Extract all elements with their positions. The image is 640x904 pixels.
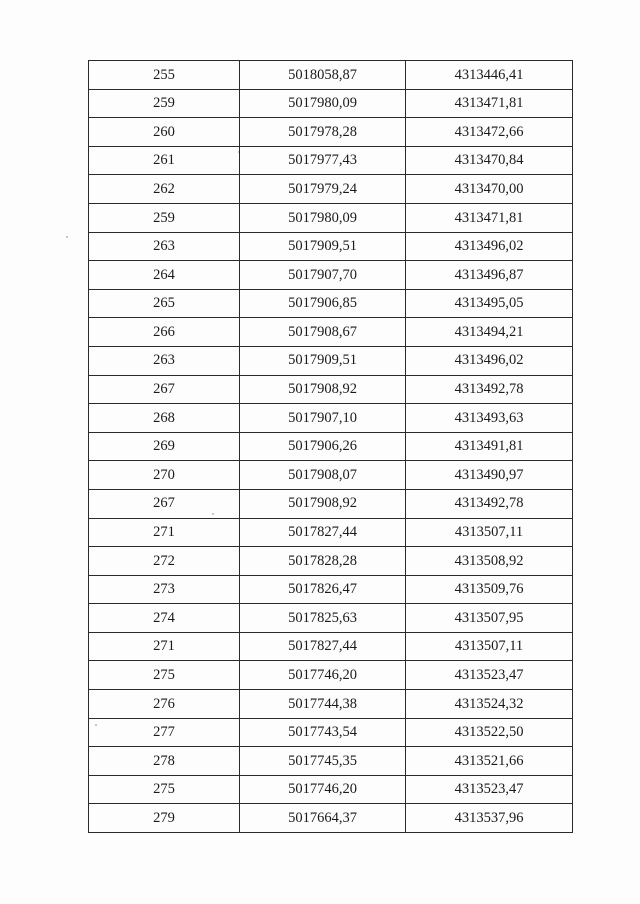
y-coordinate-cell: 4313523,47	[406, 775, 573, 804]
x-coordinate-cell: 5017978,28	[240, 118, 406, 147]
point-number-cell: 261	[89, 146, 240, 175]
table-row	[89, 718, 573, 747]
y-coordinate-cell: 4313490,97	[406, 461, 573, 490]
point-number-cell: 267	[89, 489, 240, 518]
point-number-cell: 275	[89, 775, 240, 804]
table-row	[89, 318, 573, 347]
y-coordinate-cell: 4313521,66	[406, 747, 573, 776]
table-row	[89, 89, 573, 118]
x-coordinate-cell: 5017980,09	[240, 89, 406, 118]
x-coordinate-cell: 5017980,09	[240, 203, 406, 232]
point-number-cell: 276	[89, 690, 240, 719]
y-coordinate-cell: 4313494,21	[406, 318, 573, 347]
point-number-cell: 272	[89, 547, 240, 576]
x-coordinate-cell: 5017745,35	[240, 747, 406, 776]
table-row	[89, 575, 573, 604]
x-coordinate-cell: 5017907,70	[240, 261, 406, 290]
point-number-cell: 267	[89, 375, 240, 404]
point-number-cell: 270	[89, 461, 240, 490]
point-number-cell: 271	[89, 632, 240, 661]
x-coordinate-cell: 5017908,67	[240, 318, 406, 347]
y-coordinate-cell: 4313470,84	[406, 146, 573, 175]
coordinates-table	[88, 60, 573, 833]
point-number-cell: 271	[89, 518, 240, 547]
table-row	[89, 375, 573, 404]
y-coordinate-cell: 4313523,47	[406, 661, 573, 690]
table-row	[89, 661, 573, 690]
point-number-cell: 268	[89, 404, 240, 433]
table-row	[89, 775, 573, 804]
x-coordinate-cell: 5017826,47	[240, 575, 406, 604]
table-row	[89, 289, 573, 318]
y-coordinate-cell: 4313524,32	[406, 690, 573, 719]
point-number-cell: 274	[89, 604, 240, 633]
scan-speck	[66, 236, 68, 238]
table-row	[89, 804, 573, 833]
x-coordinate-cell: 5017908,92	[240, 375, 406, 404]
x-coordinate-cell: 5017827,44	[240, 518, 406, 547]
table-row	[89, 118, 573, 147]
y-coordinate-cell: 4313537,96	[406, 804, 573, 833]
y-coordinate-cell: 4313492,78	[406, 489, 573, 518]
x-coordinate-cell: 5017827,44	[240, 632, 406, 661]
table-row	[89, 604, 573, 633]
table-row	[89, 432, 573, 461]
x-coordinate-cell: 5017828,28	[240, 547, 406, 576]
y-coordinate-cell: 4313522,50	[406, 718, 573, 747]
table-row	[89, 632, 573, 661]
x-coordinate-cell: 5017743,54	[240, 718, 406, 747]
x-coordinate-cell: 5017906,85	[240, 289, 406, 318]
x-coordinate-cell: 5017979,24	[240, 175, 406, 204]
coordinates-table-body	[89, 61, 573, 833]
point-number-cell: 279	[89, 804, 240, 833]
table-row	[89, 690, 573, 719]
x-coordinate-cell: 5017825,63	[240, 604, 406, 633]
x-coordinate-cell: 5017909,51	[240, 232, 406, 261]
x-coordinate-cell: 5017746,20	[240, 775, 406, 804]
table-row	[89, 747, 573, 776]
point-number-cell: 273	[89, 575, 240, 604]
y-coordinate-cell: 4313507,95	[406, 604, 573, 633]
point-number-cell: 269	[89, 432, 240, 461]
table-row	[89, 346, 573, 375]
point-number-cell: 266	[89, 318, 240, 347]
table-row	[89, 175, 573, 204]
point-number-cell: 278	[89, 747, 240, 776]
y-coordinate-cell: 4313509,76	[406, 575, 573, 604]
y-coordinate-cell: 4313507,11	[406, 518, 573, 547]
y-coordinate-cell: 4313471,81	[406, 203, 573, 232]
y-coordinate-cell: 4313508,92	[406, 547, 573, 576]
y-coordinate-cell: 4313446,41	[406, 61, 573, 90]
table-row	[89, 203, 573, 232]
y-coordinate-cell: 4313472,66	[406, 118, 573, 147]
point-number-cell: 260	[89, 118, 240, 147]
x-coordinate-cell: 5018058,87	[240, 61, 406, 90]
point-number-cell: 255	[89, 61, 240, 90]
x-coordinate-cell: 5017906,26	[240, 432, 406, 461]
y-coordinate-cell: 4313496,02	[406, 346, 573, 375]
table-row	[89, 232, 573, 261]
point-number-cell: 263	[89, 232, 240, 261]
point-number-cell: 263	[89, 346, 240, 375]
point-number-cell: 275	[89, 661, 240, 690]
x-coordinate-cell: 5017664,37	[240, 804, 406, 833]
y-coordinate-cell: 4313507,11	[406, 632, 573, 661]
table-row	[89, 404, 573, 433]
point-number-cell: 264	[89, 261, 240, 290]
point-number-cell: 259	[89, 89, 240, 118]
point-number-cell: 277	[89, 718, 240, 747]
point-number-cell: 262	[89, 175, 240, 204]
table-row	[89, 61, 573, 90]
point-number-cell: 265	[89, 289, 240, 318]
y-coordinate-cell: 4313493,63	[406, 404, 573, 433]
x-coordinate-cell: 5017908,92	[240, 489, 406, 518]
x-coordinate-cell: 5017909,51	[240, 346, 406, 375]
x-coordinate-cell: 5017908,07	[240, 461, 406, 490]
table-row	[89, 146, 573, 175]
y-coordinate-cell: 4313496,02	[406, 232, 573, 261]
y-coordinate-cell: 4313495,05	[406, 289, 573, 318]
table-row	[89, 489, 573, 518]
table-row	[89, 547, 573, 576]
table-row	[89, 261, 573, 290]
x-coordinate-cell: 5017977,43	[240, 146, 406, 175]
x-coordinate-cell: 5017746,20	[240, 661, 406, 690]
y-coordinate-cell: 4313491,81	[406, 432, 573, 461]
table-row	[89, 518, 573, 547]
point-number-cell: 259	[89, 203, 240, 232]
y-coordinate-cell: 4313496,87	[406, 261, 573, 290]
y-coordinate-cell: 4313492,78	[406, 375, 573, 404]
y-coordinate-cell: 4313471,81	[406, 89, 573, 118]
y-coordinate-cell: 4313470,00	[406, 175, 573, 204]
table-row	[89, 461, 573, 490]
x-coordinate-cell: 5017744,38	[240, 690, 406, 719]
x-coordinate-cell: 5017907,10	[240, 404, 406, 433]
